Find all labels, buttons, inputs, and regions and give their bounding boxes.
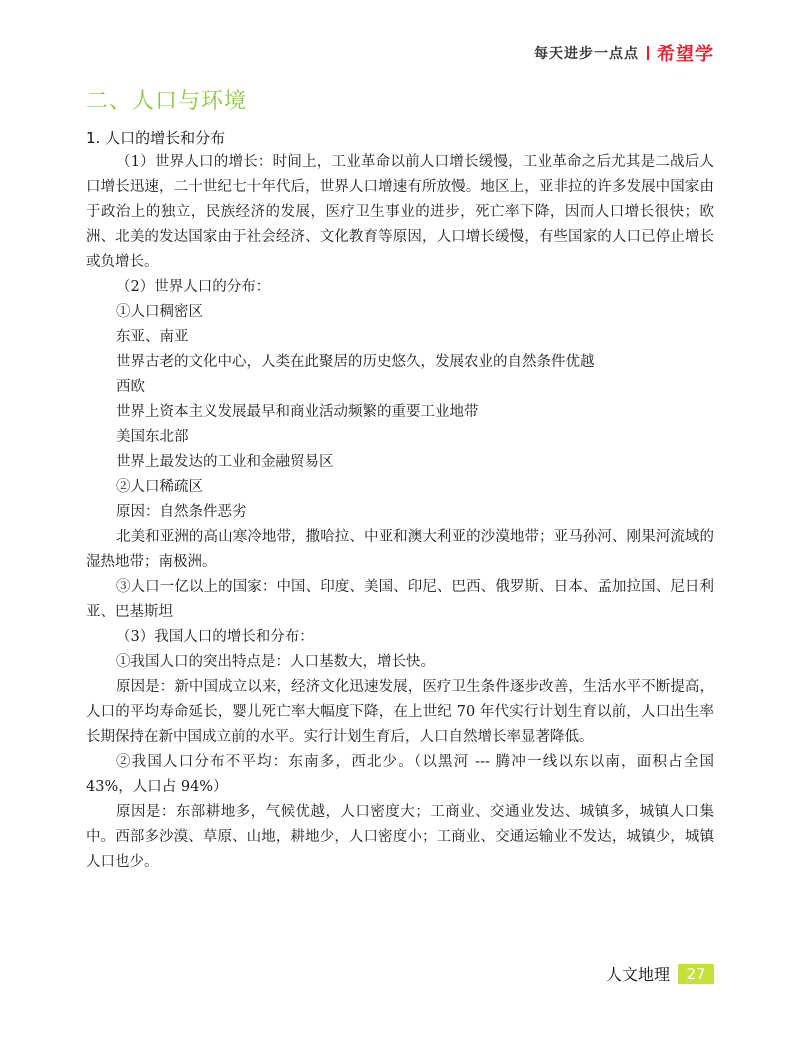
page-header [534, 40, 714, 66]
paragraph: ①人口稠密区 [116, 304, 203, 320]
paragraph: 世界上资本主义发展最早和商业活动频繁的重要工业地带 [116, 404, 479, 420]
page-number: 27 [678, 964, 714, 984]
paragraph: 原因是：东部耕地多，气候优越，人口密度大；工商业、交通业发达、城镇多，城镇人口集中。西部多沙漠、草原、山地，耕地少，人口密度小；工商业、交通运输业不发达，城镇少，城镇人口也少。 [86, 804, 714, 870]
paragraph: 东亚、南亚 [116, 329, 189, 345]
paragraph: （1）世界人口的增长：时间上，工业革命以前人口增长缓慢，工业革命之后尤其是二战后人口增长迅速，二十世纪七十年代后，世界人口增速有所放慢。地区上，亚非拉的许多发展中国家由于政治上的独立，民族经济的发展，医疗卫生事业的进步，死亡率下降，因而人口增长很快；欧洲、北美的发达国家由于社会经济、文化教育等原因，人口增长缓慢，有些国家的人口已停止增长或负增长。 [86, 154, 714, 270]
paragraph: 西欧 [116, 379, 145, 395]
paragraph: ①我国人口的突出特点是：人口基数大，增长快。 [116, 654, 435, 670]
paragraph: 原因：自然条件恶劣 [116, 504, 247, 520]
paragraph: 北美和亚洲的高山寒冷地带，撒哈拉、中亚和澳大利亚的沙漠地带；亚马孙河、刚果河流域的湿热地带；南极洲。 [86, 529, 714, 570]
paragraph: ②人口稀疏区 [116, 479, 203, 495]
sub-title: 1. 人口的增长和分布 [86, 129, 226, 147]
paragraph: ③人口一亿以上的国家：中国、印度、美国、印尼、巴西、俄罗斯、日本、孟加拉国、尼日利亚、巴基斯坦 [86, 579, 714, 620]
body-content [86, 150, 714, 875]
section-title: 二、人口与环境 [86, 89, 248, 114]
paragraph: 世界上最发达的工业和金融贸易区 [116, 454, 334, 470]
paragraph: 美国东北部 [116, 429, 189, 445]
brand-logo: 希望学 [657, 44, 714, 65]
footer-subject: 人文地理 [605, 965, 670, 984]
paragraph: 世界古老的文化中心，人类在此聚居的历史悠久，发展农业的自然条件优越 [116, 354, 595, 370]
paragraph: 原因是：新中国成立以来，经济文化迅速发展，医疗卫生条件逐步改善，生活水平不断提高，人口的平均寿命延长，婴儿死亡率大幅度下降，在上世纪 70 年代实行计划生育以前，人口出生率长期保持在新中国成立前的水平。实行计划生育后，人口自然增长率显著降低。 [86, 679, 714, 745]
paragraph: （3）我国人口的增长和分布： [116, 629, 314, 645]
paragraph: （2）世界人口的分布： [116, 279, 271, 295]
header-slogan: 每天进步一点点 [534, 46, 639, 62]
page-footer [606, 962, 714, 985]
header-divider [647, 46, 649, 60]
paragraph: ②我国人口分布不平均：东南多，西北少。（以黑河 --- 腾冲一线以东以南，面积占全国 43%，人口占 94%） [86, 754, 714, 795]
